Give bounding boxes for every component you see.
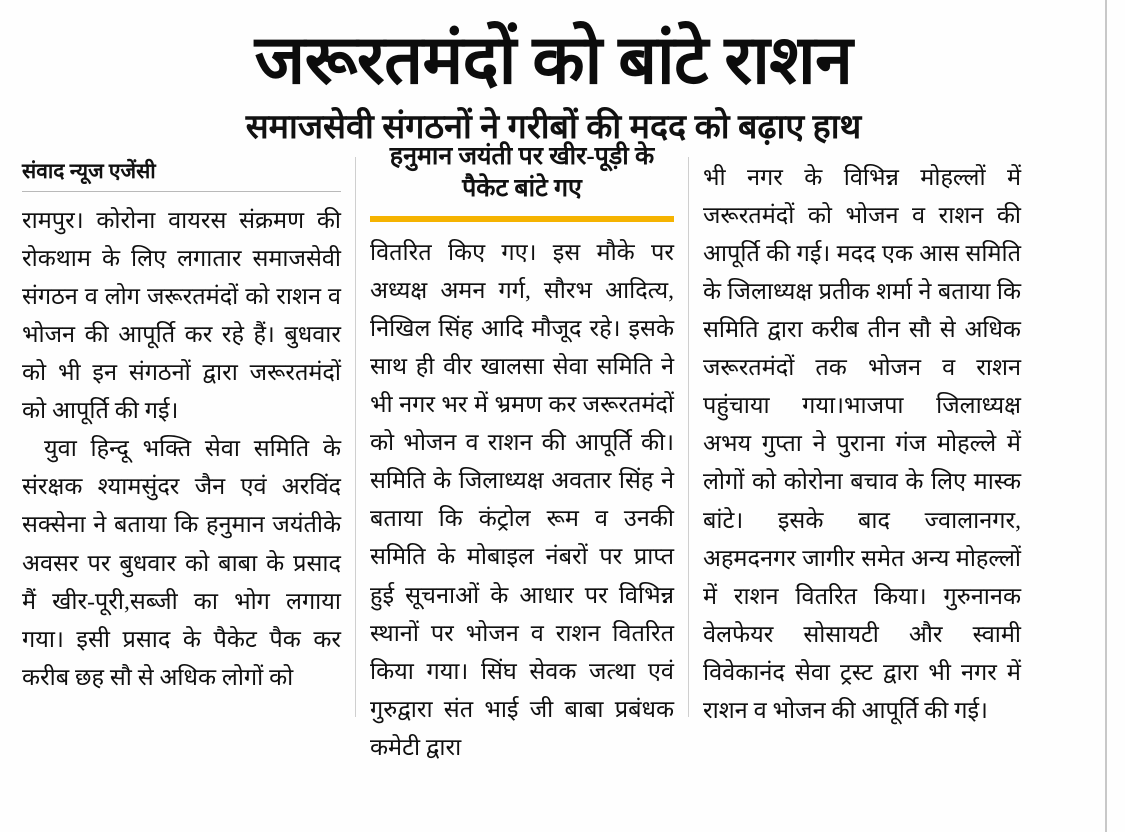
deck-accent-rule [370,216,674,222]
article-column-2 [355,142,688,761]
page-divider-rule [1105,0,1107,832]
paragraph: रामपुर। कोरोना वायरस संक्रमण की रोकथाम के लिए लगातार समाजसेवी संगठन व लोग जरूरतमंदों को राशन व भोजन की आपूर्ति कर रहे हैं। बुधवार को भी इन संगठनों द्वारा जरूरतमंदों को आपूर्ति की गई। [22,207,341,425]
byline-divider [22,191,341,192]
article-column-3 [688,157,1021,724]
deck-headline: हनुमान जयंती पर खीर-पूड़ी के पैकेट बांटे गए [389,142,655,203]
page-title: जरूरतमंदों को बांटे राशन [254,22,853,98]
column-2-body [370,234,674,767]
article-columns [22,142,1085,761]
column-1-body [22,202,341,697]
paragraph: भी नगर के विभिन्न मोहल्लों में जरूरतमंदों को भोजन व राशन की आपूर्ति की गई। मदद एक आस समिति के जिलाध्यक्ष प्रतीक शर्मा ने बताया कि समिति द्वारा करीब तीन सौ से अधिक जरूरतमंदों तक भोजन व राशन पहुंचाया गया।भाजपा जिलाध्यक्ष अभय गुप्ता ने पुराना गंज मोहल्ले में लोगों को कोरोना बचाव के लिए मास्क बांटे। इसके बाद ज्वालानगर, अहमदनगर जागीर समेत अन्य मोहल्लों में राशन वितरित किया। गुरुनानक वेलफेयर सोसायटी और स्वामी विवेकानंद सेवा ट्रस्ट द्वारा भी नगर में राशन व भोजन की आपूर्ति की गई। [703,164,1021,724]
column-3-body [703,159,1021,730]
paragraph: वितरित किए गए। इस मौके पर अध्यक्ष अमन गर्ग, सौरभ आदित्य, निखिल सिंह आदि मौजूद रहे। इसके साथ ही वीर खालसा सेवा समिति ने भी नगर भर में भ्रमण कर जरूरतमंदों को भोजन व राशन की आपूर्ति की। समिति के जिलाध्यक्ष अवतार सिंह ने बताया कि कंट्रोल रूम व उनकी समिति के मोबाइल नंबरों पर प्राप्त हुई सूचनाओं के आधार पर विभिन्न स्थानों पर भोजन व राशन वितरित किया गया। सिंघ सेवक जत्था एवं गुरुद्वारा संत भाई जी बाबा प्रबंधक कमेटी द्वारा [370,239,674,761]
article-column-1 [22,157,355,717]
byline: संवाद न्यूज एजेंसी [22,158,156,183]
subheadline: समाजसेवी संगठनों ने गरीबों की मदद को बढ़ाए हाथ [245,109,862,147]
paragraph: युवा हिन्दू भक्ति सेवा समिति के संरक्षक श्यामसुंदर जैन एवं अरविंद सक्सेना ने बताया कि हनुमान जयंतीके अवसर पर बुधवार को बाबा के प्रसाद मैं खीर-पूरी,सब्जी का भोग लगाया गया। इसी प्रसाद के पैकेट पैक कर करीब छह सौ से अधिक लोगों को [22,436,341,691]
